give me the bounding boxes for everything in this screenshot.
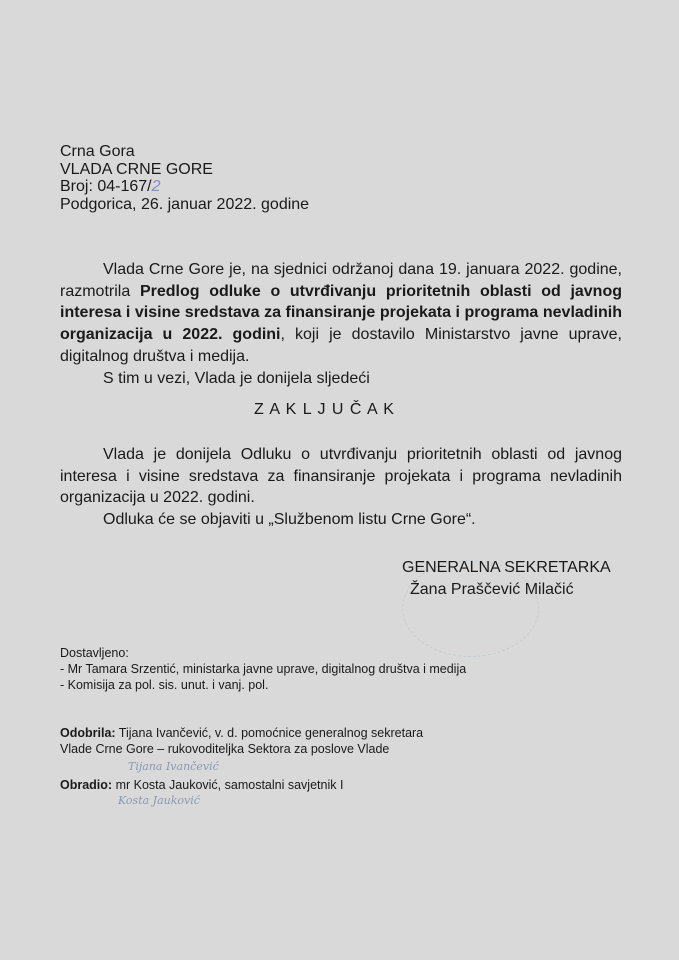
publication-text: Odluka će se objaviti u „Službenom listu Crne Gore“. xyxy=(103,511,476,529)
intro-text: Vlada Crne Gore je, na sjednici održanoj dana 19. januara 2022. godine, razmotrila xyxy=(60,261,622,300)
signatory-role: GENERALNA SEKRETARKA xyxy=(402,559,611,576)
approved-block xyxy=(60,725,423,757)
document-title: Z A K L J U Č A K xyxy=(254,401,395,418)
delivered-label: Dostavljeno: xyxy=(60,646,129,660)
conclusion-paragraph xyxy=(60,444,622,531)
conclusion-text: Vlada je donijela Odluku o utvrđivanju prioritetnih oblasti od javnog interesa i visine sredstava za finansiranje projekata i programa nevladinih organizacija u 2022. godini. xyxy=(60,446,622,507)
number-text: Broj: 04-167/ xyxy=(60,178,152,195)
country: Crna Gora xyxy=(60,143,135,160)
approved-position: Vlade Crne Gore – rukovoditeljka Sektora za poslove Vlade xyxy=(60,742,390,756)
government: VLADA CRNE GORE xyxy=(60,160,213,178)
number-handwritten: 2 xyxy=(151,178,161,195)
processor-signature: Kosta Jauković xyxy=(118,794,200,807)
approver-signature: Tijana Ivančević xyxy=(128,760,219,773)
intro-paragraph xyxy=(60,259,622,389)
letterhead xyxy=(60,143,309,213)
intro-conclusion-line: S tim u vezi, Vlada je donijela sljedeći xyxy=(103,369,370,387)
delivered-list xyxy=(60,645,466,693)
place-date: Podgorica, 26. januar 2022. godine xyxy=(60,195,310,213)
processed-block xyxy=(60,777,343,793)
proposal-title: Predlog odluke o utvrđivanju prioritetnih oblasti od javnog interesa i visine sredstava za finansiranje projekata i programa nevladinih organizacija u 2022. godini xyxy=(60,282,623,344)
signatory-name: Žana Praščević Milačić xyxy=(410,581,574,598)
delivered-item: - Mr Tamara Srzentić, ministarka javne uprave, digitalnog društva i medija xyxy=(60,662,467,676)
approved-label: Odobrila: xyxy=(60,726,116,740)
reference-number xyxy=(60,178,309,196)
processed-by: mr Kosta Jauković, samostalni savjetnik I xyxy=(112,778,344,792)
approved-by: Tijana Ivančević, v. d. pomoćnice generalnog sekretara xyxy=(115,726,424,740)
processed-label: Obradio: xyxy=(60,778,113,792)
intro-text-end: , koji je dostavilo Ministarstvo javne uprave, digitalnog društva i medija. xyxy=(60,326,623,365)
delivered-item: - Komisija za pol. sis. unut. i vanj. pol. xyxy=(60,678,269,692)
